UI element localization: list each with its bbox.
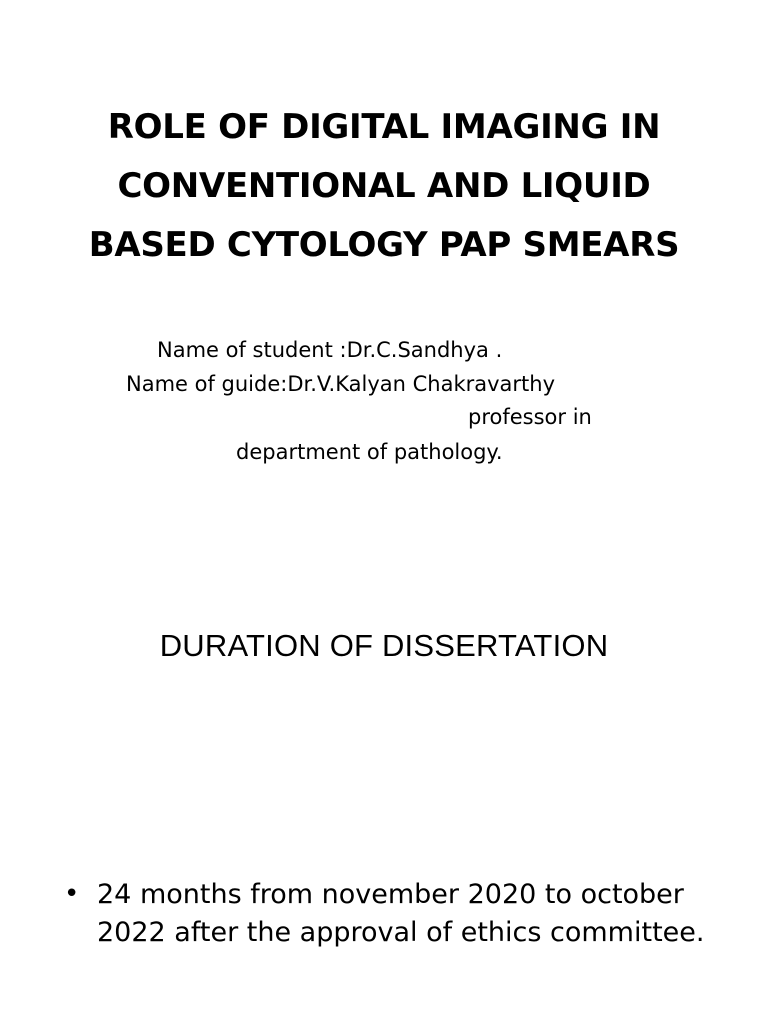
section-heading: DURATION OF DISSERTATION <box>159 628 609 663</box>
guide-designation: professor in <box>468 405 592 429</box>
title-line: BASED CYTOLOGY PAP SMEARS <box>88 225 680 265</box>
guide-name: Name of guide:Dr.V.Kalyan Chakravarthy <box>126 372 556 396</box>
student-name: Name of student :Dr.C.Sandhya . <box>157 338 503 362</box>
bullet-line: 2022 after the approval of ethics committee. <box>97 917 705 948</box>
title-line: CONVENTIONAL AND LIQUID <box>117 166 651 206</box>
department: department of pathology. <box>236 440 503 464</box>
bullet-item <box>62 876 742 952</box>
bullet-text <box>97 876 742 952</box>
slide-title <box>40 98 728 275</box>
bullet-marker: • <box>64 879 80 909</box>
bullet-line: 24 months from november 2020 to october <box>97 879 684 910</box>
title-line: ROLE OF DIGITAL IMAGING IN <box>107 107 661 147</box>
bullet-list <box>62 876 742 952</box>
